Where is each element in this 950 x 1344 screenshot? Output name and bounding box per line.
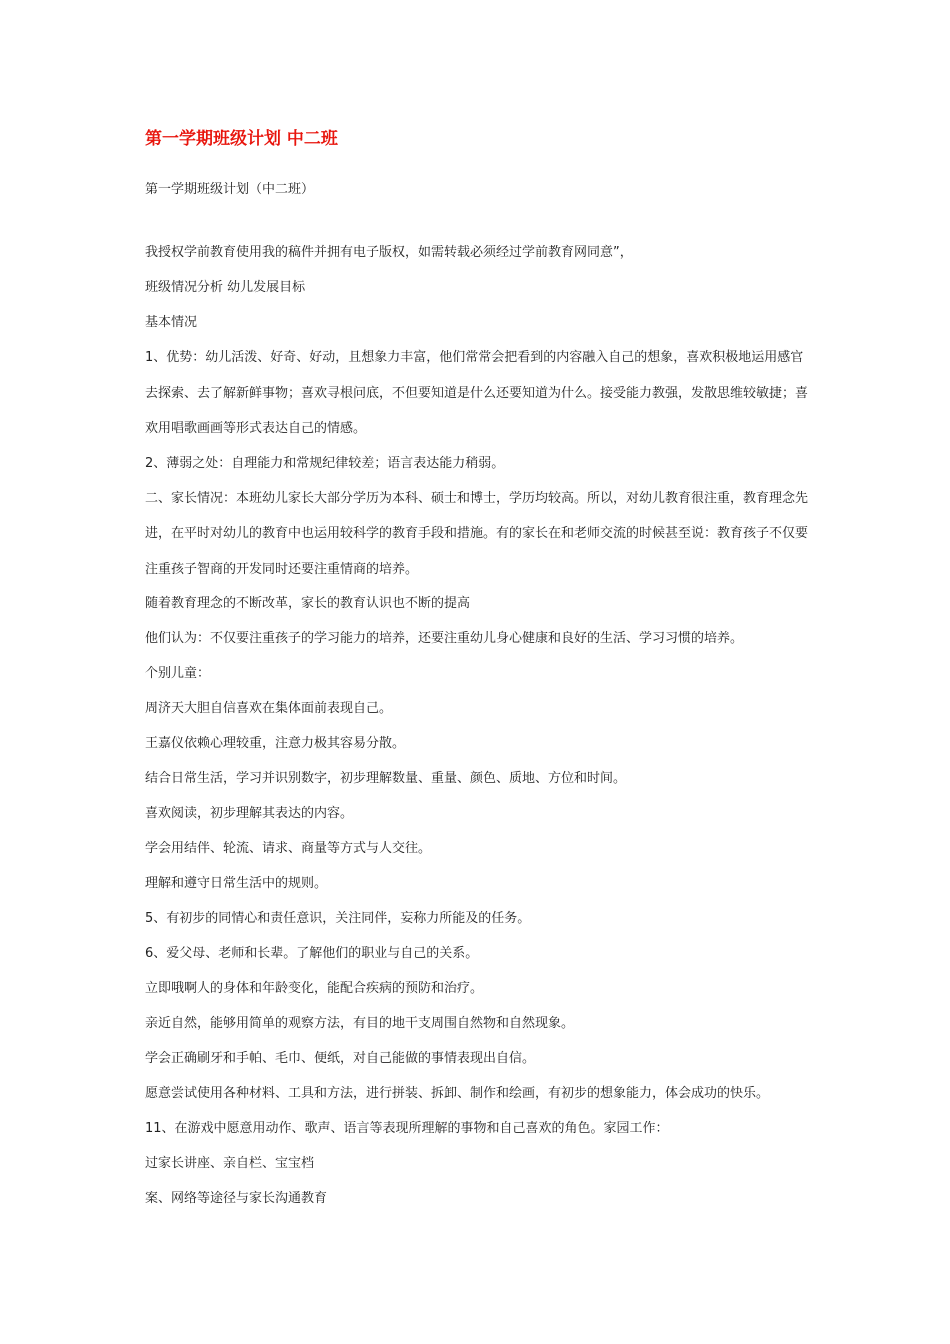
paragraph-reform: 随着教育理念的不断改革，家长的教育认识也不断的提高: [145, 596, 471, 611]
paragraph-goal-selfcare: 学会正确刷牙和手帕、毛巾、便纸，对自己能做的事情表现出自信。: [145, 1051, 536, 1066]
paragraph-home-work-1: 过家长讲座、亲自栏、宝宝档: [145, 1156, 315, 1171]
document-title: 第一学期班级计划 中二班: [145, 129, 338, 149]
paragraph-copyright: 我授权学前教育使用我的稿件并拥有电子版权，如需转载必须经过学前教育网同意”，: [145, 245, 633, 260]
paragraph-class-analysis: 班级情况分析 幼儿发展目标: [145, 280, 306, 295]
paragraph-parents: 二、家长情况：本班幼儿家长大部分学历为本科、硕士和博士，学历均较高。所以，对幼儿教育很注重，教育理念先进，在平时对幼儿的教育中也运用较科学的教育手段和措施。有的家长在和老师交流的时候甚至说：教育孩子不仅要注重孩子智商的开发同时还要注重情商的培养。: [145, 490, 809, 577]
paragraph-home-work-2: 案、网络等途径与家长沟通教育: [145, 1191, 328, 1206]
paragraph-parents-view: 他们认为：不仅要注重孩子的学习能力的培养，还要注重幼儿身心健康和良好的生活、学习习惯的培养。: [145, 631, 744, 646]
paragraph-strengths: 1、优势：幼儿活泼、好奇、好动，且想象力丰富，他们常常会把看到的内容融入自己的想象，喜欢积极地运用感官去探索、去了解新鲜事物；喜欢寻根问底，不但要知道是什么还要知道为什么。接受能力教强，发散思维较敏捷；喜欢用唱歌画画等形式表达自己的情感。: [145, 350, 809, 436]
paragraph-basic-situation: 基本情况: [145, 315, 198, 330]
paragraph-goal-creativity: 愿意尝试使用各种材料、工具和方法，进行拼装、拆卸、制作和绘画，有初步的想象能力，体会成功的快乐。: [145, 1086, 770, 1101]
paragraph-goal-5: 5、有初步的同情心和责任意识，关注同伴，妄称力所能及的任务。: [145, 911, 531, 926]
paragraph-goal-body: 立即哦啊人的身体和年龄变化，能配合疾病的预防和治疗。: [145, 981, 484, 996]
paragraph-goal-social: 学会用结伴、轮流、请求、商量等方式与人交往。: [145, 841, 432, 856]
paragraph-goal-reading: 喜欢阅读，初步理解其表达的内容。: [145, 806, 354, 821]
document-subtitle: 第一学期班级计划（中二班）: [145, 182, 315, 197]
paragraph-goal-nature: 亲近自然，能够用简单的观察方法，有目的地干支周围自然物和自然现象。: [145, 1016, 575, 1031]
paragraph-child-1: 周济天大胆自信喜欢在集体面前表现自己。: [145, 701, 393, 716]
paragraph-goal-11: 11、在游戏中愿意用动作、歌声、语言等表现所理解的事物和自己喜欢的角色。家园工作：: [145, 1121, 669, 1136]
paragraph-goal-numbers: 结合日常生活，学习并识别数字，初步理解数量、重量、颜色、质地、方位和时间。: [145, 771, 627, 786]
paragraph-goal-6: 6、爱父母、老师和长辈。了解他们的职业与自己的关系。: [145, 946, 479, 961]
document-body: [145, 241, 810, 1222]
paragraph-child-2: 王嘉仪依赖心理较重，注意力极其容易分散。: [145, 736, 406, 751]
paragraph-goal-rules: 理解和遵守日常生活中的规则。: [145, 876, 328, 891]
paragraph-weaknesses: 2、薄弱之处：自理能力和常规纪律较差；语言表达能力稍弱。: [145, 455, 505, 471]
paragraph-individual-children: 个别儿童：: [145, 666, 211, 681]
